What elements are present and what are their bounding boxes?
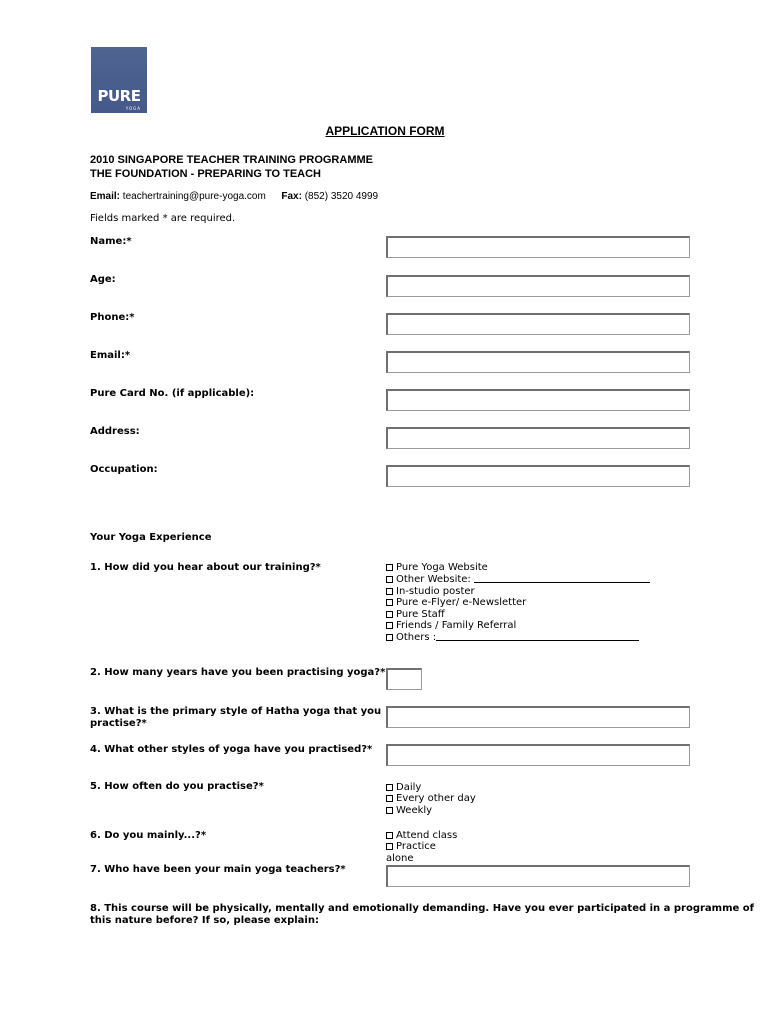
- email-field-label: Email:*: [90, 350, 131, 361]
- q1-option[interactable]: Pure Yoga Website: [386, 562, 650, 573]
- q1-option[interactable]: Pure Staff: [386, 609, 650, 620]
- email-input[interactable]: [386, 351, 690, 373]
- checkbox[interactable]: [386, 795, 393, 802]
- occupation-input[interactable]: [386, 465, 690, 487]
- q6-options: [386, 830, 457, 864]
- age-label: Age:: [90, 274, 116, 285]
- q8-label-line-2: this nature before? If so, please explain:: [90, 915, 319, 926]
- logo-word: PURE: [97, 87, 141, 105]
- q5-option[interactable]: Daily: [386, 782, 476, 793]
- address-label: Address:: [90, 426, 140, 437]
- teachers-input[interactable]: [386, 865, 690, 887]
- q2-label: 2. How many years have you been practising yoga?*: [90, 667, 386, 678]
- section-title: Your Yoga Experience: [90, 532, 212, 543]
- other-styles-input[interactable]: [386, 744, 690, 766]
- checkbox[interactable]: [386, 599, 393, 606]
- q1-option[interactable]: Other Website:: [386, 573, 650, 585]
- name-input[interactable]: [386, 236, 690, 258]
- checkbox[interactable]: [386, 611, 393, 618]
- age-input[interactable]: [386, 275, 690, 297]
- email-label: Email:: [90, 191, 121, 202]
- page-title: APPLICATION FORM: [325, 124, 445, 138]
- q6-option[interactable]: Attend class: [386, 830, 457, 841]
- q6-label: 6. Do you mainly...?*: [90, 830, 207, 841]
- q5-options: [386, 782, 476, 816]
- primary-style-input[interactable]: [386, 706, 690, 728]
- q3-label-line-2: practise?*: [90, 718, 147, 729]
- logo-subtext: YOGA: [125, 106, 141, 111]
- checkbox[interactable]: [386, 564, 393, 571]
- checkbox[interactable]: [386, 622, 393, 629]
- q7-label: 7. Who have been your main yoga teachers?*: [90, 864, 346, 875]
- programme-line-1: 2010 SINGAPORE TEACHER TRAINING PROGRAMME: [90, 154, 373, 166]
- checkbox[interactable]: [386, 784, 393, 791]
- q1-option[interactable]: Others :: [386, 631, 650, 643]
- q1-option[interactable]: Pure e-Flyer/ e-Newsletter: [386, 597, 650, 608]
- fax-value: (852) 3520 4999: [304, 191, 379, 202]
- card-input[interactable]: [386, 389, 690, 411]
- required-note: Fields marked * are required.: [90, 213, 236, 224]
- checkbox[interactable]: [386, 576, 393, 583]
- occupation-label: Occupation:: [90, 464, 158, 475]
- q1-option[interactable]: Friends / Family Referral: [386, 620, 650, 631]
- q6-option[interactable]: Practice: [386, 841, 457, 852]
- checkbox[interactable]: [386, 843, 393, 850]
- q5-option[interactable]: Weekly: [386, 805, 476, 816]
- q1-options: [386, 562, 650, 644]
- checkbox[interactable]: [386, 634, 393, 641]
- q6-option-continued: alone: [386, 852, 414, 864]
- contact-line: [90, 191, 378, 202]
- q4-label: 4. What other styles of yoga have you practised?*: [90, 744, 373, 755]
- q1-option[interactable]: In-studio poster: [386, 586, 650, 597]
- years-input[interactable]: [386, 668, 422, 690]
- checkbox[interactable]: [386, 807, 393, 814]
- address-input[interactable]: [386, 427, 690, 449]
- name-label: Name:*: [90, 236, 132, 247]
- q1-label: 1. How did you hear about our training?*: [90, 562, 321, 573]
- checkbox[interactable]: [386, 832, 393, 839]
- checkbox[interactable]: [386, 588, 393, 595]
- programme-line-2: THE FOUNDATION - PREPARING TO TEACH: [90, 168, 321, 180]
- q3-label-line-1: 3. What is the primary style of Hatha yoga that you: [90, 706, 382, 717]
- phone-label: Phone:*: [90, 312, 135, 323]
- q8-label-line-1: 8. This course will be physically, mentally and emotionally demanding. Have you ever participated in a programme of: [90, 903, 754, 914]
- others-line[interactable]: [436, 631, 639, 641]
- q5-label: 5. How often do you practise?*: [90, 781, 264, 792]
- email-value: teachertraining@pure-yoga.com: [122, 191, 266, 202]
- other-website-line[interactable]: [474, 573, 650, 583]
- fax-label: Fax:: [281, 191, 302, 202]
- q5-option[interactable]: Every other day: [386, 793, 476, 804]
- phone-input[interactable]: [386, 313, 690, 335]
- card-label: Pure Card No. (if applicable):: [90, 388, 255, 399]
